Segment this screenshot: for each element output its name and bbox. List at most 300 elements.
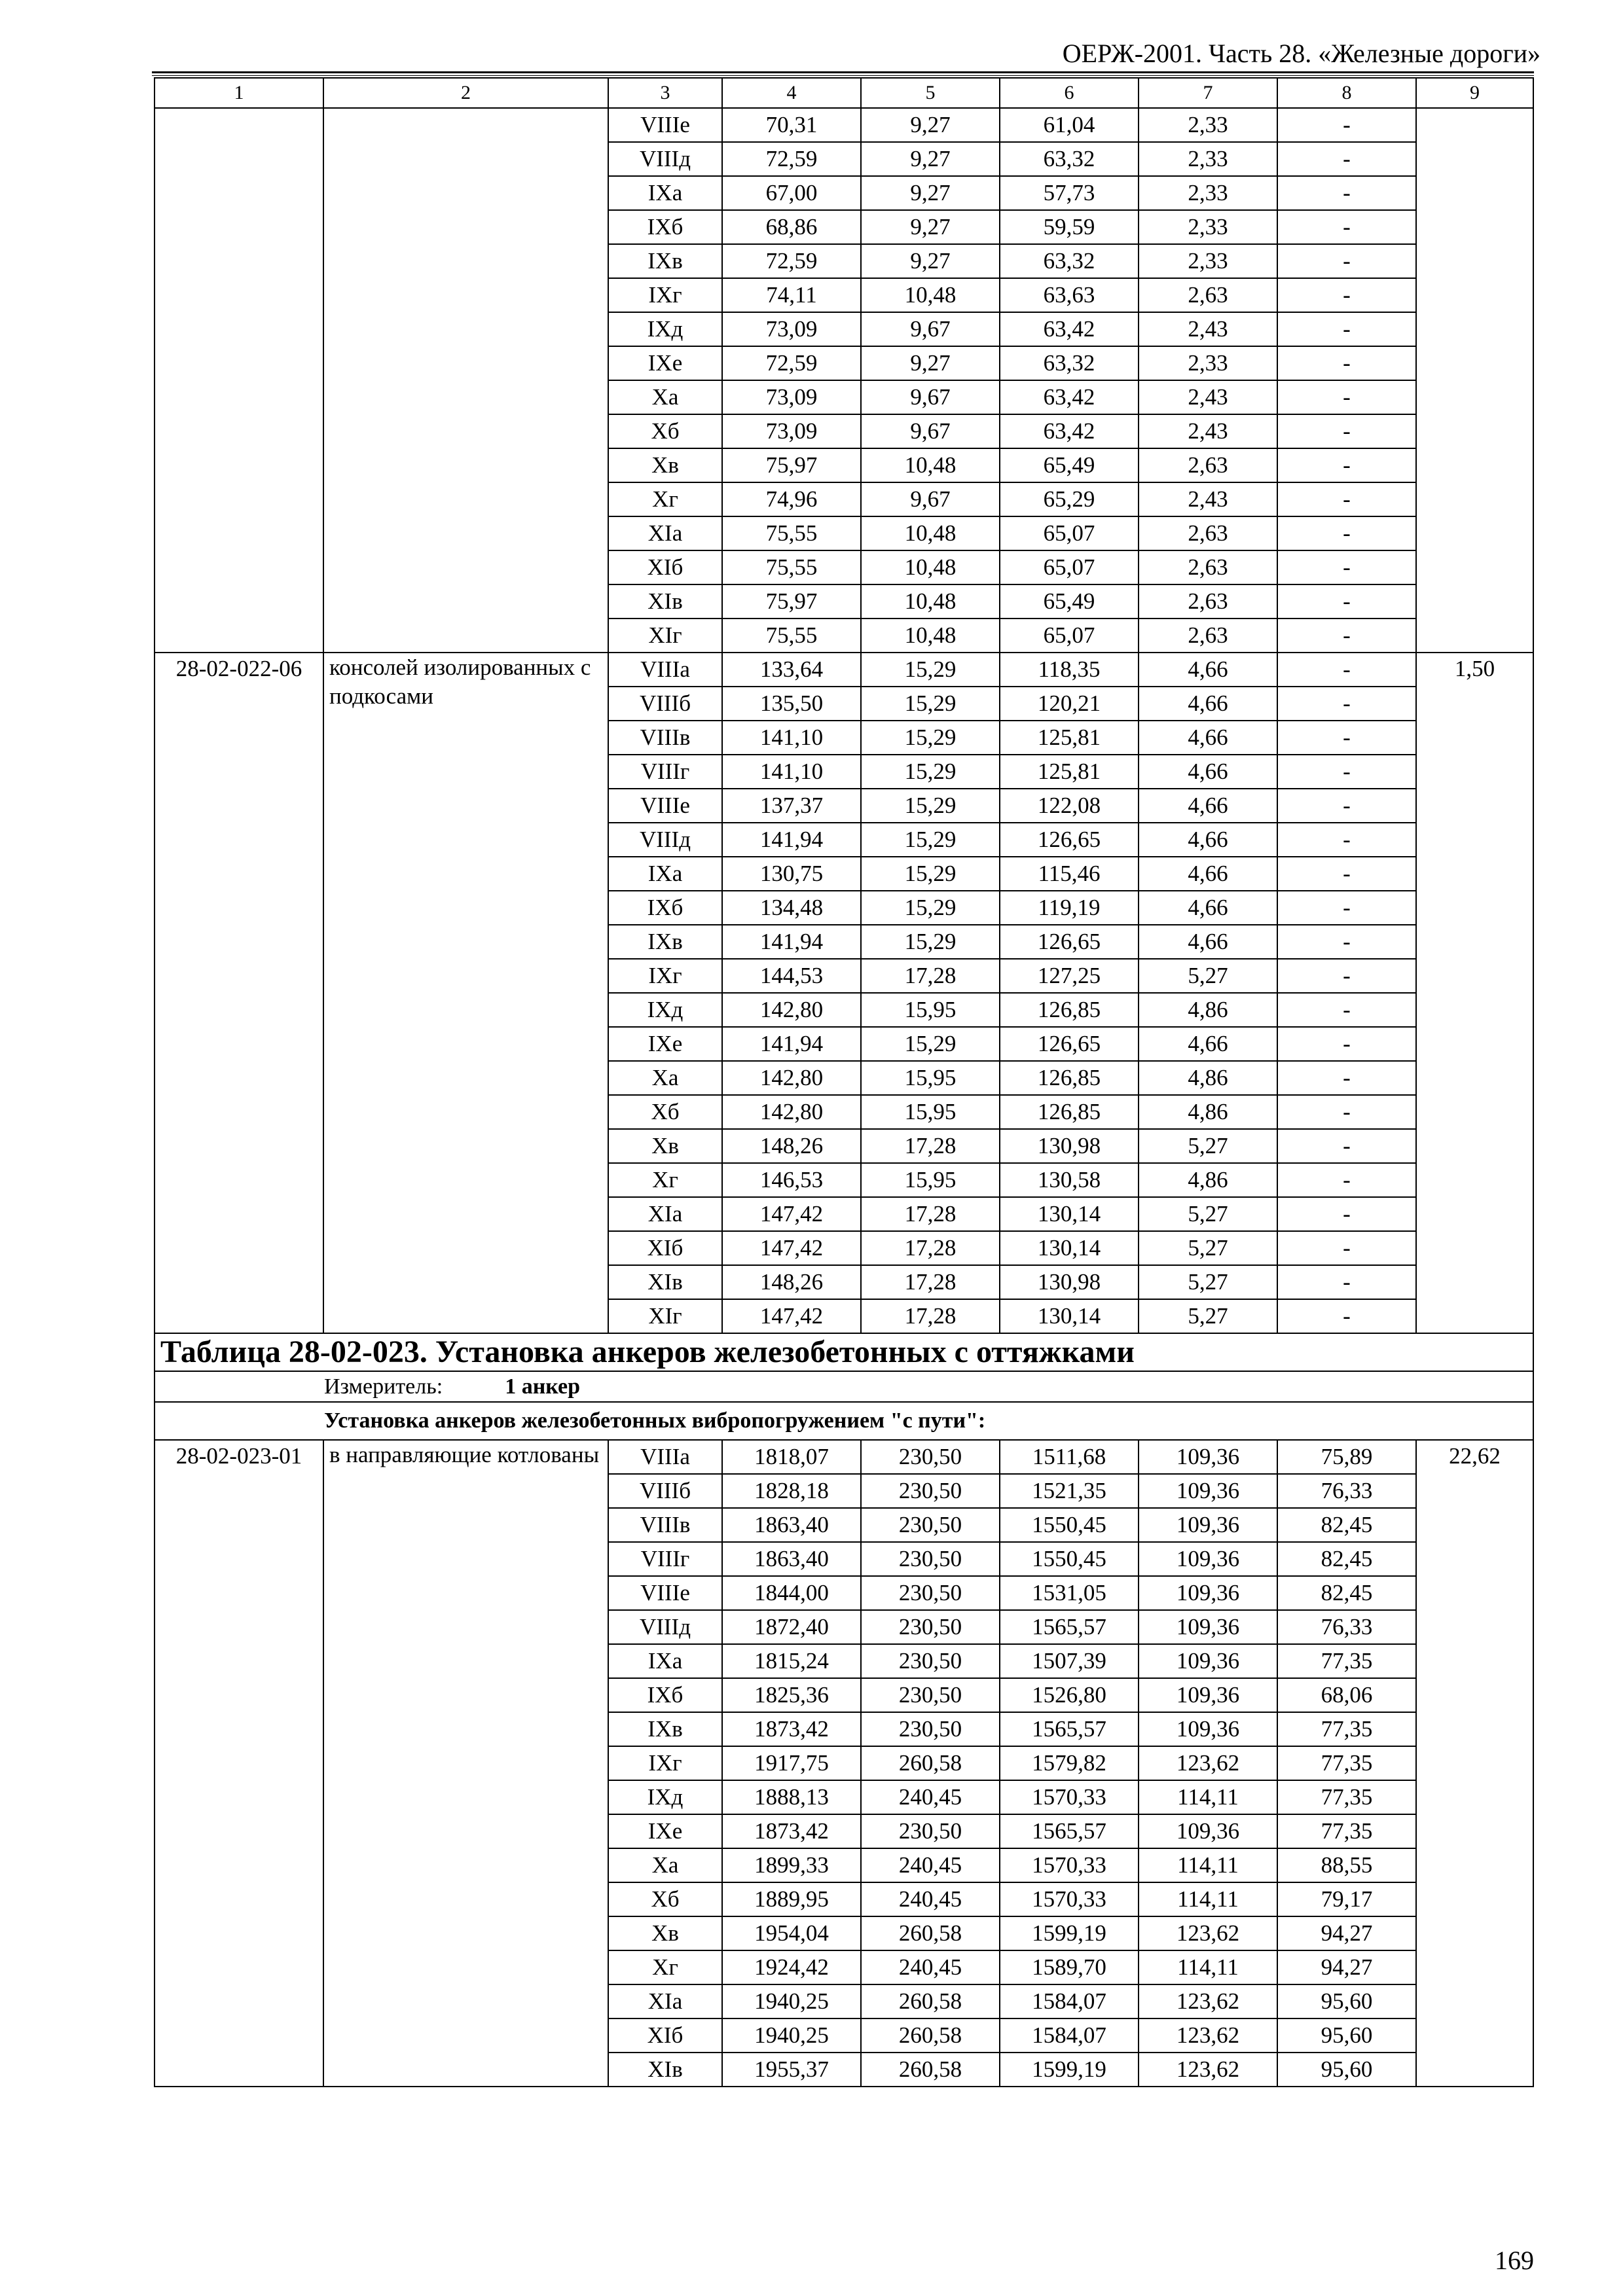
value-cell: 1844,00 (722, 1576, 861, 1610)
rate-col9 (1416, 108, 1533, 653)
value-cell: 4,66 (1139, 823, 1277, 857)
value-cell: 63,42 (1000, 414, 1139, 448)
value-cell: 109,36 (1139, 1814, 1277, 1848)
rate-col9: 1,50 (1416, 653, 1533, 1333)
value-cell: 2,43 (1139, 380, 1277, 414)
value-cell: 125,81 (1000, 721, 1139, 755)
zone-cell: IXг (608, 278, 722, 312)
value-cell: 65,07 (1000, 516, 1139, 550)
value-cell: 75,55 (722, 550, 861, 584)
value-cell: 135,50 (722, 687, 861, 721)
value-cell: 1863,40 (722, 1508, 861, 1542)
zone-cell: Xг (608, 1950, 722, 1984)
value-cell: 134,48 (722, 891, 861, 925)
value-cell: 141,10 (722, 755, 861, 789)
value-cell: 1940,25 (722, 1984, 861, 2018)
value-cell: 130,75 (722, 857, 861, 891)
rate-name: в направляющие котлованы (323, 1440, 608, 2087)
zone-cell: VIIIв (608, 721, 722, 755)
value-cell: 17,28 (861, 1129, 1000, 1163)
value-cell: 260,58 (861, 1746, 1000, 1780)
value-cell: 133,64 (722, 653, 861, 687)
value-cell: 1584,07 (1000, 2018, 1139, 2053)
value-cell: 82,45 (1277, 1576, 1416, 1610)
value-cell: 230,50 (861, 1440, 1000, 1474)
zone-cell: IXв (608, 244, 722, 278)
value-cell: 15,29 (861, 721, 1000, 755)
value-cell: 109,36 (1139, 1576, 1277, 1610)
value-cell: 123,62 (1139, 1746, 1277, 1780)
value-cell: - (1277, 482, 1416, 516)
value-cell: 9,27 (861, 142, 1000, 176)
zone-cell: IXб (608, 891, 722, 925)
zone-cell: VIIIб (608, 687, 722, 721)
value-cell: 1872,40 (722, 1610, 861, 1644)
zone-cell: Xб (608, 1882, 722, 1916)
value-cell: 17,28 (861, 1265, 1000, 1299)
value-cell: - (1277, 1197, 1416, 1231)
zone-cell: XIб (608, 550, 722, 584)
value-cell: 10,48 (861, 448, 1000, 482)
value-cell: 118,35 (1000, 653, 1139, 687)
table-row (155, 653, 1533, 687)
value-cell: 75,97 (722, 448, 861, 482)
subheading-row (155, 1402, 1533, 1440)
value-cell: - (1277, 959, 1416, 993)
value-cell: 2,63 (1139, 619, 1277, 653)
value-cell: - (1277, 687, 1416, 721)
value-cell: - (1277, 108, 1416, 142)
value-cell: - (1277, 1299, 1416, 1333)
value-cell: 130,14 (1000, 1197, 1139, 1231)
page-number: 169 (1495, 2246, 1534, 2275)
zone-cell: Xг (608, 1163, 722, 1197)
value-cell: 4,66 (1139, 653, 1277, 687)
value-cell: 109,36 (1139, 1644, 1277, 1678)
rate-code (155, 108, 323, 653)
zone-cell: Xв (608, 1916, 722, 1950)
value-cell: 77,35 (1277, 1780, 1416, 1814)
value-cell: 63,32 (1000, 346, 1139, 380)
value-cell: 1873,42 (722, 1712, 861, 1746)
value-cell: - (1277, 993, 1416, 1027)
value-cell: - (1277, 1027, 1416, 1061)
value-cell: 142,80 (722, 993, 861, 1027)
value-cell: 126,85 (1000, 1095, 1139, 1129)
zone-cell: VIIIе (608, 108, 722, 142)
rates-table (154, 77, 1534, 2087)
zone-cell: XIа (608, 516, 722, 550)
value-cell: 109,36 (1139, 1542, 1277, 1576)
value-cell: 73,09 (722, 312, 861, 346)
zone-cell: XIв (608, 2053, 722, 2087)
value-cell: 15,29 (861, 857, 1000, 891)
value-cell: 1899,33 (722, 1848, 861, 1882)
value-cell: 73,09 (722, 380, 861, 414)
value-cell: 15,29 (861, 823, 1000, 857)
column-number: 6 (1000, 78, 1139, 108)
value-cell: 123,62 (1139, 1984, 1277, 2018)
unit-value: 1 анкер (505, 1374, 581, 1399)
value-cell: 240,45 (861, 1882, 1000, 1916)
zone-cell: VIIIд (608, 823, 722, 857)
value-cell: 9,27 (861, 176, 1000, 210)
zone-cell: Xб (608, 414, 722, 448)
value-cell: 240,45 (861, 1780, 1000, 1814)
zone-cell: IXд (608, 312, 722, 346)
value-cell: 4,66 (1139, 891, 1277, 925)
column-number-row (155, 78, 1533, 108)
value-cell: 1954,04 (722, 1916, 861, 1950)
unit-row (155, 1371, 1533, 1402)
value-cell: 10,48 (861, 278, 1000, 312)
zone-cell: VIIIв (608, 1508, 722, 1542)
value-cell: 109,36 (1139, 1474, 1277, 1508)
column-number: 2 (323, 78, 608, 108)
value-cell: - (1277, 176, 1416, 210)
value-cell: 141,10 (722, 721, 861, 755)
zone-cell: IXд (608, 993, 722, 1027)
value-cell: 126,85 (1000, 993, 1139, 1027)
value-cell: 1940,25 (722, 2018, 861, 2053)
value-cell: - (1277, 142, 1416, 176)
value-cell: 15,29 (861, 755, 1000, 789)
value-cell: - (1277, 278, 1416, 312)
value-cell: 1818,07 (722, 1440, 861, 1474)
value-cell: - (1277, 550, 1416, 584)
zone-cell: Xб (608, 1095, 722, 1129)
value-cell: 4,66 (1139, 755, 1277, 789)
value-cell: 1550,45 (1000, 1508, 1139, 1542)
value-cell: 15,29 (861, 891, 1000, 925)
zone-cell: IXе (608, 1814, 722, 1848)
table-row (155, 1440, 1533, 1474)
value-cell: 122,08 (1000, 789, 1139, 823)
value-cell: 75,55 (722, 516, 861, 550)
value-cell: - (1277, 755, 1416, 789)
value-cell: 63,32 (1000, 244, 1139, 278)
value-cell: 114,11 (1139, 1848, 1277, 1882)
value-cell: 95,60 (1277, 2018, 1416, 2053)
value-cell: 230,50 (861, 1576, 1000, 1610)
value-cell: 15,29 (861, 687, 1000, 721)
value-cell: 15,95 (861, 1163, 1000, 1197)
value-cell: 1828,18 (722, 1474, 861, 1508)
table-title-row (155, 1333, 1533, 1371)
value-cell: 2,33 (1139, 244, 1277, 278)
value-cell: 63,42 (1000, 380, 1139, 414)
value-cell: 1599,19 (1000, 2053, 1139, 2087)
value-cell: 10,48 (861, 584, 1000, 619)
value-cell: 141,94 (722, 823, 861, 857)
table-title: Таблица 28-02-023. Установка анкеров железобетонных с оттяжками (155, 1333, 1533, 1371)
zone-cell: VIIIб (608, 1474, 722, 1508)
value-cell: 67,00 (722, 176, 861, 210)
value-cell: 137,37 (722, 789, 861, 823)
value-cell: 260,58 (861, 2018, 1000, 2053)
value-cell: 130,14 (1000, 1231, 1139, 1265)
zone-cell: VIIIг (608, 1542, 722, 1576)
value-cell: 17,28 (861, 1197, 1000, 1231)
value-cell: 240,45 (861, 1848, 1000, 1882)
value-cell: 147,42 (722, 1231, 861, 1265)
zone-cell: Xг (608, 482, 722, 516)
column-number: 5 (861, 78, 1000, 108)
zone-cell: IXе (608, 346, 722, 380)
value-cell: 260,58 (861, 1916, 1000, 1950)
value-cell: 94,27 (1277, 1916, 1416, 1950)
value-cell: 123,62 (1139, 1916, 1277, 1950)
value-cell: 15,95 (861, 1061, 1000, 1095)
value-cell: 65,49 (1000, 448, 1139, 482)
value-cell: 88,55 (1277, 1848, 1416, 1882)
value-cell: 72,59 (722, 244, 861, 278)
zone-cell: Xв (608, 448, 722, 482)
value-cell: 2,43 (1139, 312, 1277, 346)
zone-cell: Xа (608, 1061, 722, 1095)
zone-cell: Xа (608, 1848, 722, 1882)
value-cell: 1584,07 (1000, 1984, 1139, 2018)
value-cell: 2,33 (1139, 210, 1277, 244)
value-cell: 1589,70 (1000, 1950, 1139, 1984)
zone-cell: XIг (608, 1299, 722, 1333)
value-cell: 94,27 (1277, 1950, 1416, 1984)
table-row (155, 108, 1533, 142)
value-cell: 72,59 (722, 346, 861, 380)
value-cell: 61,04 (1000, 108, 1139, 142)
value-cell: 82,45 (1277, 1508, 1416, 1542)
value-cell: - (1277, 823, 1416, 857)
subheading: Установка анкеров железобетонных вибропогружением "с пути": (155, 1402, 1533, 1440)
value-cell: - (1277, 857, 1416, 891)
value-cell: 17,28 (861, 1231, 1000, 1265)
value-cell: 15,29 (861, 653, 1000, 687)
value-cell: 109,36 (1139, 1440, 1277, 1474)
value-cell: 1924,42 (722, 1950, 861, 1984)
value-cell: 77,35 (1277, 1712, 1416, 1746)
value-cell: 2,63 (1139, 516, 1277, 550)
value-cell: 9,67 (861, 380, 1000, 414)
value-cell: 230,50 (861, 1814, 1000, 1848)
value-cell: 75,55 (722, 619, 861, 653)
zone-cell: IXб (608, 1678, 722, 1712)
value-cell: 260,58 (861, 1984, 1000, 2018)
running-header: ОЕРЖ-2001. Часть 28. «Железные дороги» (1062, 39, 1541, 68)
value-cell: 74,96 (722, 482, 861, 516)
value-cell: 148,26 (722, 1129, 861, 1163)
value-cell: 130,14 (1000, 1299, 1139, 1333)
value-cell: 5,27 (1139, 1265, 1277, 1299)
value-cell: 9,67 (861, 482, 1000, 516)
zone-cell: IXе (608, 1027, 722, 1061)
value-cell: 1565,57 (1000, 1610, 1139, 1644)
value-cell: 2,63 (1139, 448, 1277, 482)
zone-cell: XIб (608, 1231, 722, 1265)
value-cell: 230,50 (861, 1542, 1000, 1576)
value-cell: 74,11 (722, 278, 861, 312)
value-cell: 9,27 (861, 210, 1000, 244)
value-cell: 141,94 (722, 925, 861, 959)
value-cell: 77,35 (1277, 1814, 1416, 1848)
value-cell: 109,36 (1139, 1678, 1277, 1712)
value-cell: - (1277, 312, 1416, 346)
value-cell: 95,60 (1277, 1984, 1416, 2018)
zone-cell: XIа (608, 1984, 722, 2018)
value-cell: 141,94 (722, 1027, 861, 1061)
value-cell: 2,63 (1139, 550, 1277, 584)
column-number: 9 (1416, 78, 1533, 108)
value-cell: 4,66 (1139, 687, 1277, 721)
zone-cell: XIг (608, 619, 722, 653)
zone-cell: IXа (608, 857, 722, 891)
value-cell: 2,33 (1139, 176, 1277, 210)
value-cell: 57,73 (1000, 176, 1139, 210)
value-cell: 1955,37 (722, 2053, 861, 2087)
value-cell: 109,36 (1139, 1610, 1277, 1644)
value-cell: 230,50 (861, 1508, 1000, 1542)
value-cell: 2,33 (1139, 108, 1277, 142)
value-cell: 1570,33 (1000, 1882, 1139, 1916)
zone-cell: VIIIд (608, 1610, 722, 1644)
zone-cell: VIIIа (608, 653, 722, 687)
zone-cell: XIв (608, 584, 722, 619)
value-cell: - (1277, 653, 1416, 687)
value-cell: 230,50 (861, 1610, 1000, 1644)
value-cell: 4,86 (1139, 1061, 1277, 1095)
value-cell: 147,42 (722, 1197, 861, 1231)
value-cell: 75,97 (722, 584, 861, 619)
value-cell: 2,33 (1139, 346, 1277, 380)
value-cell: 114,11 (1139, 1950, 1277, 1984)
value-cell: 2,63 (1139, 278, 1277, 312)
value-cell: 4,66 (1139, 721, 1277, 755)
value-cell: 5,27 (1139, 1129, 1277, 1163)
value-cell: 240,45 (861, 1950, 1000, 1984)
value-cell: 70,31 (722, 108, 861, 142)
zone-cell: XIа (608, 1197, 722, 1231)
value-cell: 63,42 (1000, 312, 1139, 346)
value-cell: 65,07 (1000, 550, 1139, 584)
value-cell: 72,59 (722, 142, 861, 176)
value-cell: - (1277, 380, 1416, 414)
value-cell: 5,27 (1139, 959, 1277, 993)
value-cell: 1889,95 (722, 1882, 861, 1916)
value-cell: - (1277, 1095, 1416, 1129)
value-cell: 260,58 (861, 2053, 1000, 2087)
value-cell: 5,27 (1139, 1231, 1277, 1265)
value-cell: 9,27 (861, 244, 1000, 278)
value-cell: - (1277, 891, 1416, 925)
value-cell: 148,26 (722, 1265, 861, 1299)
unit-label: Измеритель: (324, 1374, 443, 1399)
value-cell: 15,95 (861, 993, 1000, 1027)
value-cell: 65,29 (1000, 482, 1139, 516)
value-cell: 10,48 (861, 619, 1000, 653)
zone-cell: VIIIе (608, 789, 722, 823)
value-cell: 63,32 (1000, 142, 1139, 176)
value-cell: - (1277, 721, 1416, 755)
value-cell: 4,66 (1139, 789, 1277, 823)
value-cell: 63,63 (1000, 278, 1139, 312)
value-cell: 77,35 (1277, 1746, 1416, 1780)
value-cell: 75,89 (1277, 1440, 1416, 1474)
value-cell: 1565,57 (1000, 1814, 1139, 1848)
zone-cell: IXа (608, 176, 722, 210)
rates-table-body (155, 78, 1533, 2087)
value-cell: 1873,42 (722, 1814, 861, 1848)
value-cell: 2,33 (1139, 142, 1277, 176)
column-number: 1 (155, 78, 323, 108)
value-cell: 142,80 (722, 1095, 861, 1129)
value-cell: 59,59 (1000, 210, 1139, 244)
value-cell: 109,36 (1139, 1508, 1277, 1542)
value-cell: - (1277, 925, 1416, 959)
value-cell: - (1277, 619, 1416, 653)
value-cell: 4,66 (1139, 925, 1277, 959)
zone-cell: VIIIе (608, 1576, 722, 1610)
value-cell: 230,50 (861, 1712, 1000, 1746)
value-cell: 68,06 (1277, 1678, 1416, 1712)
value-cell: 1863,40 (722, 1542, 861, 1576)
value-cell: 114,11 (1139, 1882, 1277, 1916)
value-cell: 123,62 (1139, 2018, 1277, 2053)
zone-cell: IXв (608, 1712, 722, 1746)
value-cell: 147,42 (722, 1299, 861, 1333)
value-cell: 65,07 (1000, 619, 1139, 653)
value-cell: 1511,68 (1000, 1440, 1139, 1474)
value-cell: 127,25 (1000, 959, 1139, 993)
value-cell: 15,29 (861, 1027, 1000, 1061)
zone-cell: IXг (608, 959, 722, 993)
value-cell: 119,19 (1000, 891, 1139, 925)
value-cell: 1526,80 (1000, 1678, 1139, 1712)
value-cell: 2,43 (1139, 414, 1277, 448)
value-cell: 1570,33 (1000, 1848, 1139, 1882)
zone-cell: IXг (608, 1746, 722, 1780)
value-cell: 126,65 (1000, 823, 1139, 857)
rate-code: 28-02-023-01 (155, 1440, 323, 2087)
value-cell: - (1277, 244, 1416, 278)
value-cell: 15,29 (861, 925, 1000, 959)
value-cell: 1917,75 (722, 1746, 861, 1780)
value-cell: - (1277, 584, 1416, 619)
value-cell: 1570,33 (1000, 1780, 1139, 1814)
value-cell: 126,65 (1000, 1027, 1139, 1061)
value-cell: 130,98 (1000, 1129, 1139, 1163)
column-number: 7 (1139, 78, 1277, 108)
zone-cell: Xа (608, 380, 722, 414)
value-cell: - (1277, 1129, 1416, 1163)
value-cell: 144,53 (722, 959, 861, 993)
value-cell: - (1277, 346, 1416, 380)
value-cell: 65,49 (1000, 584, 1139, 619)
header-rule-thin (152, 75, 1534, 76)
value-cell: 230,50 (861, 1474, 1000, 1508)
rate-name: консолей изолированных с подкосами (323, 653, 608, 1333)
value-cell: 1550,45 (1000, 1542, 1139, 1576)
zone-cell: XIб (608, 2018, 722, 2053)
zone-cell: IXв (608, 925, 722, 959)
value-cell: 15,95 (861, 1095, 1000, 1129)
value-cell: 4,66 (1139, 1027, 1277, 1061)
value-cell: 76,33 (1277, 1610, 1416, 1644)
value-cell: - (1277, 414, 1416, 448)
value-cell: 17,28 (861, 959, 1000, 993)
zone-cell: VIIIа (608, 1440, 722, 1474)
value-cell: 1507,39 (1000, 1644, 1139, 1678)
value-cell: 10,48 (861, 516, 1000, 550)
zone-cell: VIIIг (608, 755, 722, 789)
